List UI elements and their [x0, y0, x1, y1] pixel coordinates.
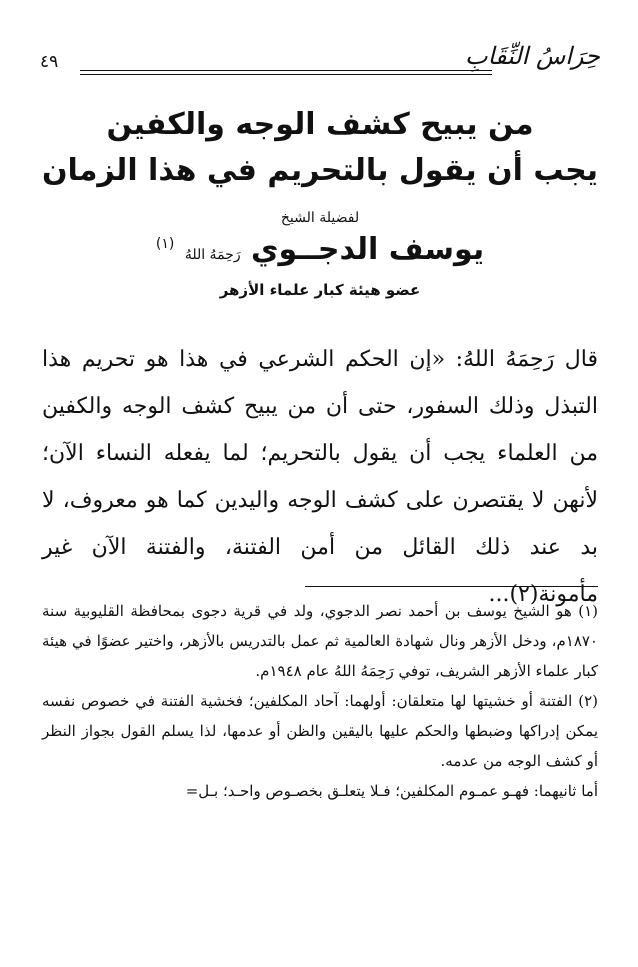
body-paragraph: قال رَحِمَهُ اللهُ: «إن الحكم الشرعي في هذا هو تحريم هذا التبذل وذلك السفور، حتى أن من يبيح كشف الوجه والكفين من العلماء يجب أن يقول بالتحريم؛ لما يفعله النساء الآن؛ لأنهن لا يقتصرن على كشف الوجه واليدين كما هو معروف، لا بد عند ذلك القائل من أمن الفتنة، والفتنة الآن غير مأمونة(٢)...: [42, 347, 598, 607]
footnotes: [42, 596, 598, 806]
footnote-rule: [305, 586, 598, 587]
author-footnote-ref: (١): [155, 236, 175, 252]
footnote-2: (٢) الفتنة أو خشيتها لها متعلقان: أولهما: آحاد المكلفين؛ فخشية الفتنة في خصوص نفسه يمكن إدراكها وضبطها والحكم عليها باليقين والظن أو عدمها، لذا يسلم القول بجواز النظر أو كشف الوجه من عدمه.: [42, 692, 598, 770]
book-title: حِرَاسُ النِّقَابِ: [465, 42, 600, 70]
page-header: [40, 42, 600, 82]
by-line: لفضيلة الشيخ: [280, 210, 360, 226]
title-block: [40, 102, 600, 299]
footnote-1: (١) هو الشيخ يوسف بن أحمد نصر الدجوي، ولد في قرية دجوى بمحافظة القليوبية سنة ١٨٧٠م، ودخل الأزهر ونال شهادة العالمية ثم عمل بالتدريس بالأزهر، واختير عضوًا في هيئة كبار علماء الأزهر الشريف، توفي رَحِمَهُ اللهُ عام ١٩٤٨م.: [42, 602, 598, 680]
page-number: ٤٩: [40, 52, 59, 72]
title-line-2: يجب أن يقول بالتحريم في هذا الزمان: [41, 153, 599, 188]
author-line: [40, 232, 600, 267]
header-rule: [80, 70, 492, 75]
honorific: رَحِمَهُ اللهُ: [184, 247, 241, 263]
title-line-1: من يبيح كشف الوجه والكفين: [106, 107, 534, 142]
author-name: يوسف الدجــوي: [251, 232, 485, 267]
member-line: عضو هيئة كبار علماء الأزهر: [219, 281, 421, 299]
footnote-3: أما ثانيهما: فهـو عمـوم المكلفين؛ فـلا يتعلـق بخصـوص واحـد؛ بـل=: [185, 782, 598, 800]
